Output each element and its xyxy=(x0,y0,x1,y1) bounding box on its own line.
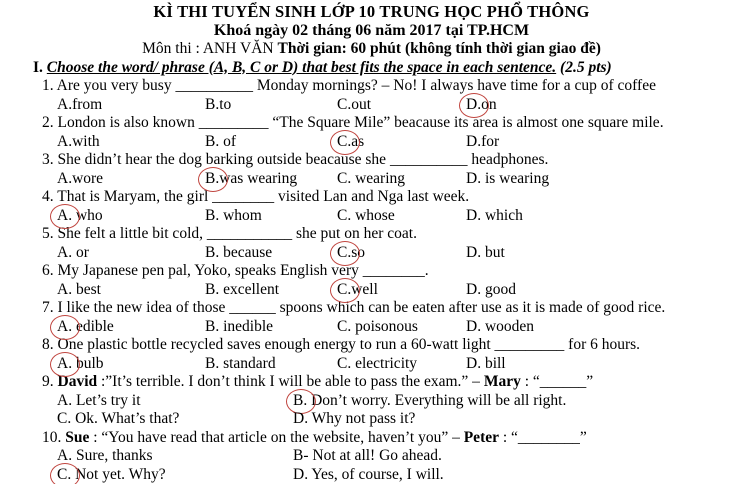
option-label: A. best xyxy=(57,280,101,298)
option-3-d xyxy=(466,170,549,189)
option-label: B.was wearing xyxy=(205,169,298,187)
option-7-c xyxy=(337,318,418,337)
option-8-d xyxy=(466,355,506,374)
option-8-a xyxy=(57,355,104,374)
option-9-b xyxy=(293,392,566,411)
option-label: D. is wearing xyxy=(466,169,550,187)
exam-subject: Môn thi : ANH VĂN xyxy=(142,40,278,57)
option-label: A. who xyxy=(57,206,103,224)
option-1-c xyxy=(337,96,371,115)
question-text-5 xyxy=(0,225,743,244)
option-label: B.to xyxy=(205,95,232,113)
option-label: D. but xyxy=(466,243,505,261)
option-label: B. whom xyxy=(205,206,262,224)
option-1-d xyxy=(466,96,497,115)
answer-circle xyxy=(50,204,80,229)
question-text-8 xyxy=(0,336,743,355)
options-row xyxy=(0,244,743,263)
option-5-a xyxy=(57,244,89,263)
option-5-d xyxy=(466,244,505,263)
question-text-part: 7. I like the new idea of those ______ spoons which can be eaten after use as it is made of good rice. xyxy=(42,299,666,316)
question-text-part: : “You have read that article on the website, haven’t you” – xyxy=(89,428,464,446)
option-label: A.wore xyxy=(57,169,104,187)
option-label: C.so xyxy=(337,243,365,261)
option-4-a xyxy=(57,207,103,226)
options-row xyxy=(0,466,743,484)
option-6-b xyxy=(205,281,279,300)
option-label: A. Let’s try it xyxy=(57,391,141,409)
question-text-4 xyxy=(0,188,743,207)
question-text-part: 1. Are you very busy __________ Monday mornings? – No! I always have time for a cup of coffee xyxy=(42,77,656,94)
option-4-d xyxy=(466,207,523,226)
option-label: A. edible xyxy=(57,317,114,335)
section-heading xyxy=(0,59,743,78)
option-label: C. wearing xyxy=(337,169,406,187)
option-label: D. Yes, of course, I will. xyxy=(293,465,444,483)
option-label: C.well xyxy=(337,280,378,298)
option-label: C.as xyxy=(337,132,365,150)
options-row xyxy=(0,170,743,189)
option-10-a xyxy=(57,447,153,466)
option-label: D.for xyxy=(466,132,500,150)
answer-circle xyxy=(198,167,228,192)
option-label: B. standard xyxy=(205,354,276,372)
questions-list xyxy=(0,77,743,484)
option-label: D. bill xyxy=(466,354,506,372)
answer-circle xyxy=(50,352,80,377)
speaker-name: Sue xyxy=(65,428,90,446)
option-1-a xyxy=(57,96,102,115)
options-row xyxy=(0,133,743,152)
question-text-7 xyxy=(0,299,743,318)
option-10-c xyxy=(57,466,166,484)
option-label: A. or xyxy=(57,243,89,261)
question-text-part: 4. That is Maryam, the girl ________ visited Lan and Nga last week. xyxy=(42,188,470,205)
question-text-part: 9. xyxy=(42,373,58,390)
option-label: A.with xyxy=(57,132,100,150)
options-row xyxy=(0,410,743,429)
option-6-d xyxy=(466,281,516,300)
question-text-part: 3. She didn’t hear the dog barking outside beacause she __________ headphones. xyxy=(42,151,549,168)
question-text-9 xyxy=(0,373,743,392)
section-number: I. xyxy=(33,58,47,76)
exam-title: KÌ THI TUYỂN SINH LỚP 10 TRUNG HỌC PHỔ THÔNG xyxy=(153,2,590,21)
question-text-6 xyxy=(0,262,743,281)
answer-circle xyxy=(50,463,80,484)
option-label: B. excellent xyxy=(205,280,280,298)
speaker-name: Peter xyxy=(463,428,499,446)
answer-circle xyxy=(330,130,360,155)
option-label: C. Ok. What’s that? xyxy=(57,410,180,427)
question-text-part: : “________” xyxy=(499,428,587,446)
exam-info xyxy=(0,40,743,59)
option-label: B- Not at all! Go ahead. xyxy=(293,447,442,464)
question-text-part: 2. London is also known _________ “The Square Mile” beacause its area is almost one square mile. xyxy=(42,114,664,131)
option-label: D. good xyxy=(466,280,516,298)
exam-session: Khoá ngày 02 tháng 06 năm 2017 tại TP.HCM xyxy=(213,21,530,39)
question-text-part: :”It’s terrible. I don’t think I will be able to pass the exam.” – xyxy=(97,373,484,390)
options-row xyxy=(0,207,743,226)
option-8-b xyxy=(205,355,276,374)
option-2-d xyxy=(466,133,499,152)
option-10-d xyxy=(293,466,444,484)
options-row xyxy=(0,281,743,300)
option-7-b xyxy=(205,318,273,337)
option-label: D. Why not pass it? xyxy=(293,410,416,427)
options-row xyxy=(0,447,743,466)
option-1-b xyxy=(205,96,231,115)
option-6-c xyxy=(337,281,378,300)
option-label: B. of xyxy=(205,132,236,150)
option-9-c xyxy=(57,410,179,429)
question-text-1 xyxy=(0,77,743,96)
option-label: D. which xyxy=(466,206,523,224)
section-points: (2.5 pts) xyxy=(556,58,612,76)
option-3-a xyxy=(57,170,103,189)
option-label: C.out xyxy=(337,95,372,113)
option-label: D. wooden xyxy=(466,317,535,335)
section-instruction: Choose the word/ phrase (A, B, C or D) that best fits the space in each sentence. xyxy=(46,58,557,76)
answer-circle xyxy=(50,315,80,340)
option-label: B. inedible xyxy=(205,317,274,335)
option-3-b xyxy=(205,170,297,189)
option-2-a xyxy=(57,133,100,152)
question-text-part: 8. One plastic bottle recycled saves enough energy to run a 60-watt light _________ for 6 hours. xyxy=(42,336,641,353)
option-label: B. because xyxy=(205,243,273,261)
option-2-c xyxy=(337,133,364,152)
option-8-c xyxy=(337,355,417,374)
option-6-a xyxy=(57,281,101,300)
question-text-2 xyxy=(0,114,743,133)
options-row xyxy=(0,355,743,374)
option-9-d xyxy=(293,410,415,429)
option-2-b xyxy=(205,133,236,152)
options-row xyxy=(0,96,743,115)
question-text-10 xyxy=(0,429,743,448)
answer-circle xyxy=(330,241,360,266)
option-label: C. whose xyxy=(337,206,395,224)
exam-duration: Thời gian: 60 phút (không tính thời gian giao đề) xyxy=(277,40,601,57)
question-text-part: 5. She felt a little bit cold, ___________ she put on her coat. xyxy=(42,225,417,242)
option-label: D.on xyxy=(466,95,497,113)
option-3-c xyxy=(337,170,405,189)
option-label: A.from xyxy=(57,95,103,113)
speaker-name: Mary xyxy=(483,373,521,390)
option-label: A. bulb xyxy=(57,354,104,372)
options-row xyxy=(0,318,743,337)
question-text-part: 10. xyxy=(42,428,66,446)
option-4-c xyxy=(337,207,395,226)
option-label: B. Don’t worry. Everything will be all right. xyxy=(293,391,567,409)
option-label: C. Not yet. Why? xyxy=(57,465,166,483)
answer-circle xyxy=(459,93,489,118)
option-10-b xyxy=(293,447,442,466)
option-label: C. electricity xyxy=(337,354,418,372)
option-7-a xyxy=(57,318,114,337)
question-text-part: 6. My Japanese pen pal, Yoko, speaks English very ________. xyxy=(42,262,429,279)
question-text-part: : “______” xyxy=(520,373,594,390)
answer-circle xyxy=(330,278,360,303)
options-row xyxy=(0,392,743,411)
option-4-b xyxy=(205,207,262,226)
option-7-d xyxy=(466,318,534,337)
option-label: A. Sure, thanks xyxy=(57,447,153,464)
speaker-name: David xyxy=(57,373,98,390)
option-9-a xyxy=(57,392,141,411)
question-text-3 xyxy=(0,151,743,170)
option-label: C. poisonous xyxy=(337,317,418,335)
option-5-b xyxy=(205,244,272,263)
option-5-c xyxy=(337,244,365,263)
